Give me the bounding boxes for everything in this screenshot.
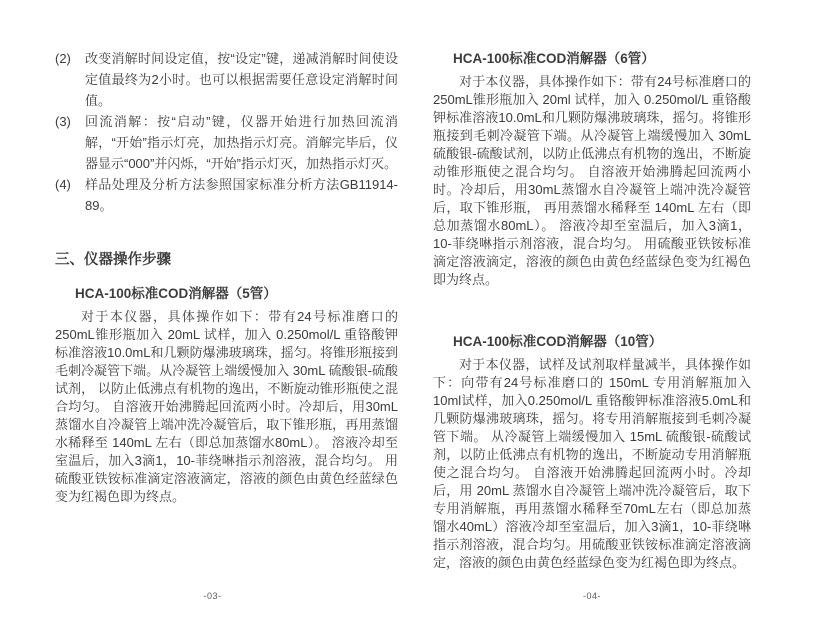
subheading-10-tube-digester: HCA-100标准COD消解器（10管） bbox=[453, 334, 663, 349]
page-03 bbox=[55, 48, 398, 608]
page-04 bbox=[433, 48, 751, 608]
list-item-text: 改变消解时间设定值，按“设定”键，递减消解时间使设定值最终为2小时。也可以根据需要任意设定消解时间值。 bbox=[85, 51, 398, 108]
section-heading-operation-steps: 三、仪器操作步骤 bbox=[55, 252, 171, 268]
list-item-text: 样品处理及分析方法参照国家标准分析方法GB11914-89。 bbox=[85, 177, 398, 213]
subheading-6-tube-digester: HCA-100标准COD消解器（6管） bbox=[453, 51, 655, 66]
page-number-03: -03- bbox=[203, 591, 222, 601]
list-item-4 bbox=[55, 174, 398, 216]
list-item-number: (4) bbox=[55, 177, 71, 192]
list-item-3 bbox=[55, 111, 398, 174]
procedure-paragraph-6-tube: 对于本仪器，具体操作如下：带有24号标准磨口的250mL锥形瓶加入 20ml 试样，加入 0.250mol/L 重铬酸钾标准溶液10.0mL和几颗防爆沸玻璃珠，摇匀。将锥形瓶接到毛刺冷凝管下端。从冷凝管上端缓慢加入 30mL 硫酸银-硫酸试剂，以防止低沸点有机物的逸出，不断旋动锥形瓶使之混合均匀。 自溶液开始沸腾起回流两小时。冷却后，用30mL蒸馏水自冷凝管上端冲洗冷凝管后，取下锥形瓶， 再用蒸馏水稀释至 140mL 左右（即总加蒸馏水80mL）。 溶液冷却至室温后，加入3滴1，10-菲绕啉指示剂溶液，混合均匀。 用硫酸亚铁铵标准滴定溶液滴定，溶液的颜色由黄色经蓝绿色变为红褐色即为终点。 bbox=[433, 74, 751, 287]
list-item-number: (3) bbox=[55, 114, 71, 129]
list-item-text: 回流消解：按“启动”键，仪器开始进行加热回流消解，“开始”指示灯亮，加热指示灯亮。消解完毕后，仪器显示“000”并闪烁，“开始”指示灯灭，加热指示灯灭。 bbox=[85, 114, 398, 171]
procedure-paragraph-5-tube: 对于本仪器，具体操作如下：带有24号标准磨口的250mL锥形瓶加入 20mL 试样，加入 0.250mol/L 重铬酸钾标准溶液10.0mL和几颗防爆沸玻璃珠，摇匀。将锥形瓶接到毛刺冷凝管下端。从冷凝管上端缓慢加入 30mL 硫酸银-硫酸试剂， 以防止低沸点有机物的逸出，不断旋动锥形瓶使之混合均匀。 自溶液开始沸腾起回流两小时。冷却后，用30mL蒸馏水自冷凝管上端冲洗冷凝管后，取下锥形瓶，再用蒸馏水稀释至 140mL 左右（即总加蒸馏水80mL）。 溶液冷却至室温后，加入3滴1，10-菲绕啉指示剂溶液，混合均匀。 用硫酸亚铁铵标准滴定溶液滴定，溶液的颜色由黄色经蓝绿色变为红褐色即为终点。 bbox=[55, 309, 398, 504]
subheading-5-tube-digester: HCA-100标准COD消解器（5管） bbox=[75, 286, 277, 301]
list-item-number: (2) bbox=[55, 51, 71, 66]
list-item-2 bbox=[55, 48, 398, 111]
procedure-paragraph-10-tube: 对于本仪器，试样及试剂取样量减半，具体操作如下：向带有24号标准磨口的 150mL 专用消解瓶加入10ml试样，加入0.250mol/L 重铬酸钾标准溶液5.0mL和几颗防爆沸玻璃珠，摇匀。将专用消解瓶接到毛刺冷凝管下端。 从冷凝管上端缓慢加入 15mL 硫酸银-硫酸试剂，以防止低沸点有机物的逸出，不断旋动专用消解瓶使之混合均匀。 自溶液开始沸腾起回流两小时。冷却后，用 20mL 蒸馏水自冷凝管上端冲洗冷凝管后，取下专用消解瓶，再用蒸馏水稀释至70mL左右（即总加蒸馏水40mL）溶液冷却至室温后，加入3滴1，10-菲绕啉指示剂溶液，混合均匀。用硫酸亚铁铵标准滴定溶液滴定，溶液的颜色由黄色经蓝绿色变为红褐色即为终点。 bbox=[433, 357, 751, 570]
page-number-04: -04- bbox=[582, 591, 601, 601]
numbered-list bbox=[55, 48, 398, 216]
